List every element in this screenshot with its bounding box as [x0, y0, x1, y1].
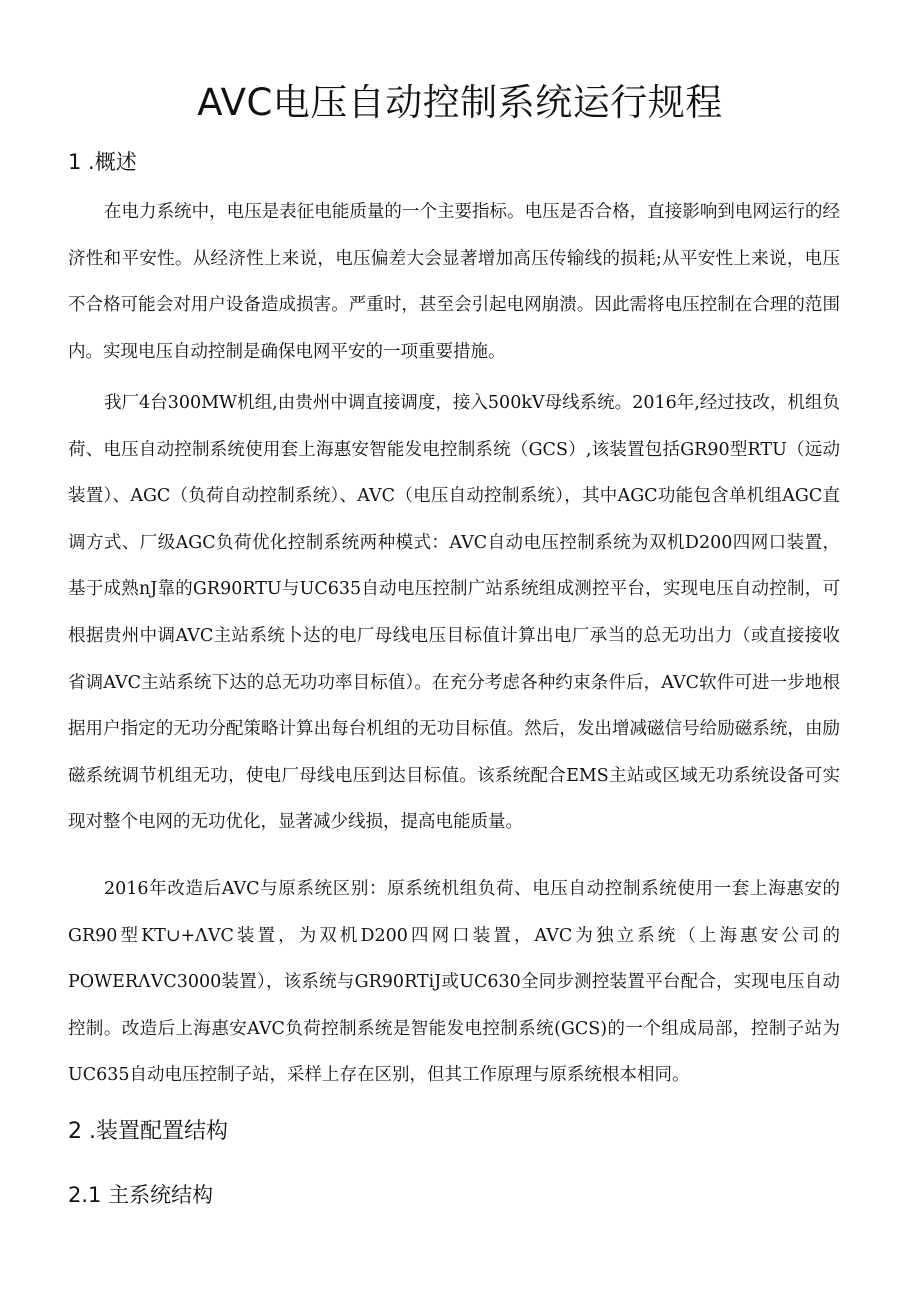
section-heading-overview: 1 .概述 — [68, 150, 137, 174]
paragraph-voltage-importance: 在电力系统中，电压是表征电能质量的一个主要指标。电压是否合格，直接影响到电网运行的经济性和平安性。从经济性上来说，电压偏差大会显著增加高压传输线的损耗;从平安性上来说，电压不合格可能会对用户设备造成损害。严重时，甚至会引起电网崩溃。因此需将电压控制在合理的范围内。实现电压自动控制是确保电网平安的一项重要措施。 — [68, 202, 840, 362]
section-heading-structure: 2 .装置配置结构 — [68, 1119, 228, 1144]
subsection-heading-main-structure: 2.1 主系统结构 — [68, 1183, 214, 1207]
paragraph-system-differences: 2016年改造后AVC与原系统区别：原系统机组负荷、电压自动控制系统使用一套上海惠安的GR90型KT∪+ΛVC装置，为双机D200四网口装置，AVC为独立系统（上海惠安公司的POWERΛVC3000装置），该系统与GR90RTiJ或UC630全同步测控装置平台配合，实现电压自动控制。改造后上海惠安AVC负荷控制系统是智能发电控制系统(GCS)的一个组成局部，控制子站为UC635自动电压控制子站，采样上存在区别，但其工作原理与原系统根本相同。 — [68, 879, 840, 1086]
paragraph-plant-system: 我厂4台300MW机组,由贵州中调直接调度，接入500kV母线系统。2016年,经过技改，机组负荷、电压自动控制系统使用套上海惠安智能发电控制系统（GCS）,该装置包括GR90型RTU（远动装置）、AGC（负荷自动控制系统）、AVC（电压自动控制系统），其中AGC功能包含单机组AGC直调方式、厂级AGC负荷优化控制系统两种模式：AVC自动电压控制系统为双机D200四网口装置，基于成熟nJ靠的GR90RTU与UC635自动电压控制广站系统组成测控平台，实现电压自动控制，可根据贵州中调AVC主站系统卜达的电厂母线电压目标值计算出电厂承当的总无功出力（或直接接收省调AVC主站系统下达的总无功功率目标值）。在充分考虑各种约束条件后，AVC软件可进一步地根据用户指定的无功分配策略计算出每台机组的无功目标值。然后，发出增减磁信号给励磁系统，由励磁系统调节机组无功，使电厂母线电压到达目标值。该系统配合EMS主站或区域无功系统设备可实现对整个电网的无功优化，显著减少线损，提高电能质量。 — [68, 393, 840, 833]
document-title: AVC电压自动控制系统运行规程 — [197, 81, 723, 124]
